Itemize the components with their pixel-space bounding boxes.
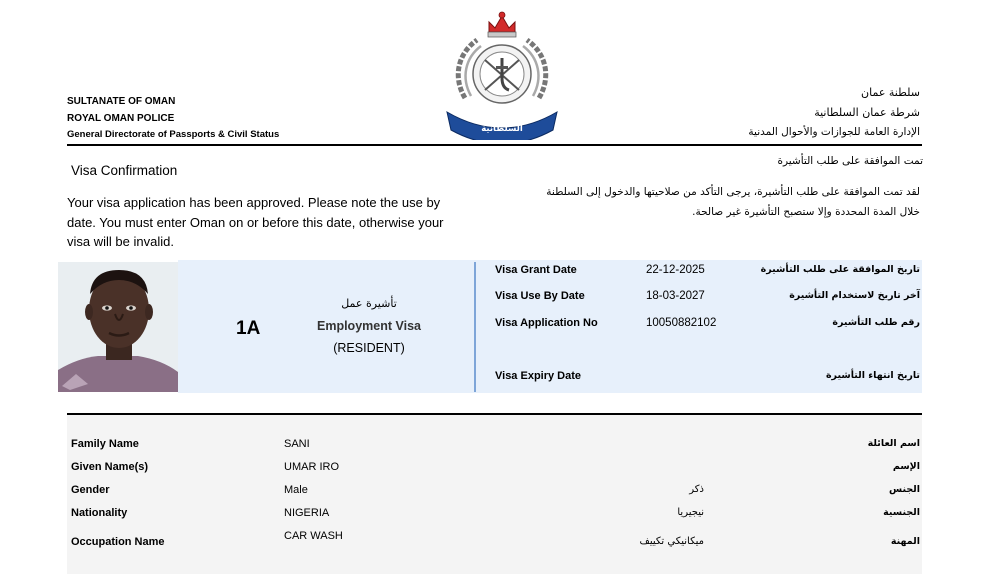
given-name-value: UMAR IRO: [284, 461, 339, 473]
details-divider: [67, 413, 922, 415]
given-name-label: Given Name(s): [71, 461, 149, 473]
grant-date-label: Visa Grant Date: [495, 264, 577, 276]
family-name-value: SANI: [284, 438, 310, 450]
visa-type-ar: تأشيرة عمل: [341, 297, 397, 310]
application-no-label: Visa Application No: [495, 317, 598, 329]
header-police: ROYAL OMAN POLICE: [67, 113, 175, 124]
visa-type-sub: (RESIDENT): [333, 341, 405, 355]
visa-confirmation-body-ar-2: خلال المدة المحددة وإلا ستصبح التأشيرة غير صالحة.: [692, 206, 920, 218]
header-police-ar: شرطة عمان السلطانية: [814, 106, 920, 119]
nationality-value-ar: نيجيريا: [677, 507, 704, 518]
royal-oman-police-emblem: [443, 8, 561, 140]
gender-value: Male: [284, 484, 308, 496]
grant-date-label-ar: تاريخ الموافقة على طلب التأشيرة: [760, 264, 920, 275]
header-directorate: General Directorate of Passports & Civil Status: [67, 129, 280, 140]
gender-label: Gender: [71, 484, 110, 496]
use-by-date-label: Visa Use By Date: [495, 290, 585, 302]
visa-type-en: Employment Visa: [317, 319, 421, 333]
nationality-value: NIGERIA: [284, 507, 330, 519]
occupation-label: Occupation Name: [71, 536, 165, 548]
application-no-label-ar: رقم طلب التأشيرة: [832, 317, 920, 328]
personal-details-panel: [67, 414, 922, 574]
emblem-banner-text: شرطة عمان السلطانية: [476, 114, 528, 134]
use-by-date-label-ar: آخر تاريخ لاستخدام التأشيرة: [789, 290, 920, 301]
application-no-value: 10050882102: [646, 317, 717, 329]
visa-confirmation-body: Your visa application has been approved. Please note the use by date. You must enter Oman on or before this date, otherwise your visa will be invalid.: [67, 195, 444, 249]
visa-confirmation-body-ar-1: لقد تمت الموافقة على طلب التأشيرة، يرجى التأكد من صلاحيتها والدخول إلى السلطنة: [546, 186, 920, 198]
occupation-value-ar: ميكانيكي تكييف: [639, 536, 704, 547]
expiry-date-label: Visa Expiry Date: [495, 370, 582, 382]
given-name-label-ar: الإسم: [892, 461, 920, 472]
person-photo-icon: [58, 262, 178, 392]
gender-label-ar: الجنس: [889, 484, 920, 495]
visa-panel-divider: [474, 262, 476, 392]
occupation-value: CAR WASH: [284, 530, 343, 542]
visa-confirmation-title: Visa Confirmation: [71, 163, 178, 178]
applicant-photo: [58, 262, 178, 392]
grant-date-value: 22-12-2025: [646, 264, 705, 276]
visa-confirmation-title-ar: تمت الموافقة على طلب التأشيرة: [777, 155, 923, 167]
use-by-date-value: 18-03-2027: [646, 290, 705, 302]
family-name-label: Family Name: [71, 438, 139, 450]
header-sultanate-ar: سلطنة عمان: [861, 86, 920, 99]
nationality-label: Nationality: [71, 507, 128, 519]
header-sultanate: SULTANATE OF OMAN: [67, 96, 176, 107]
expiry-date-label-ar: تاريخ انتهاء التأشيرة: [825, 370, 920, 381]
visa-code: 1A: [236, 318, 261, 339]
gender-value-ar: ذكر: [689, 484, 704, 495]
header-divider: [67, 144, 922, 146]
header-directorate-ar: الإدارة العامة للجوازات والأحوال المدنية: [748, 126, 920, 138]
occupation-label-ar: المهنة: [890, 536, 920, 547]
family-name-label-ar: اسم العائلة: [867, 438, 920, 449]
nationality-label-ar: الجنسية: [883, 507, 920, 518]
